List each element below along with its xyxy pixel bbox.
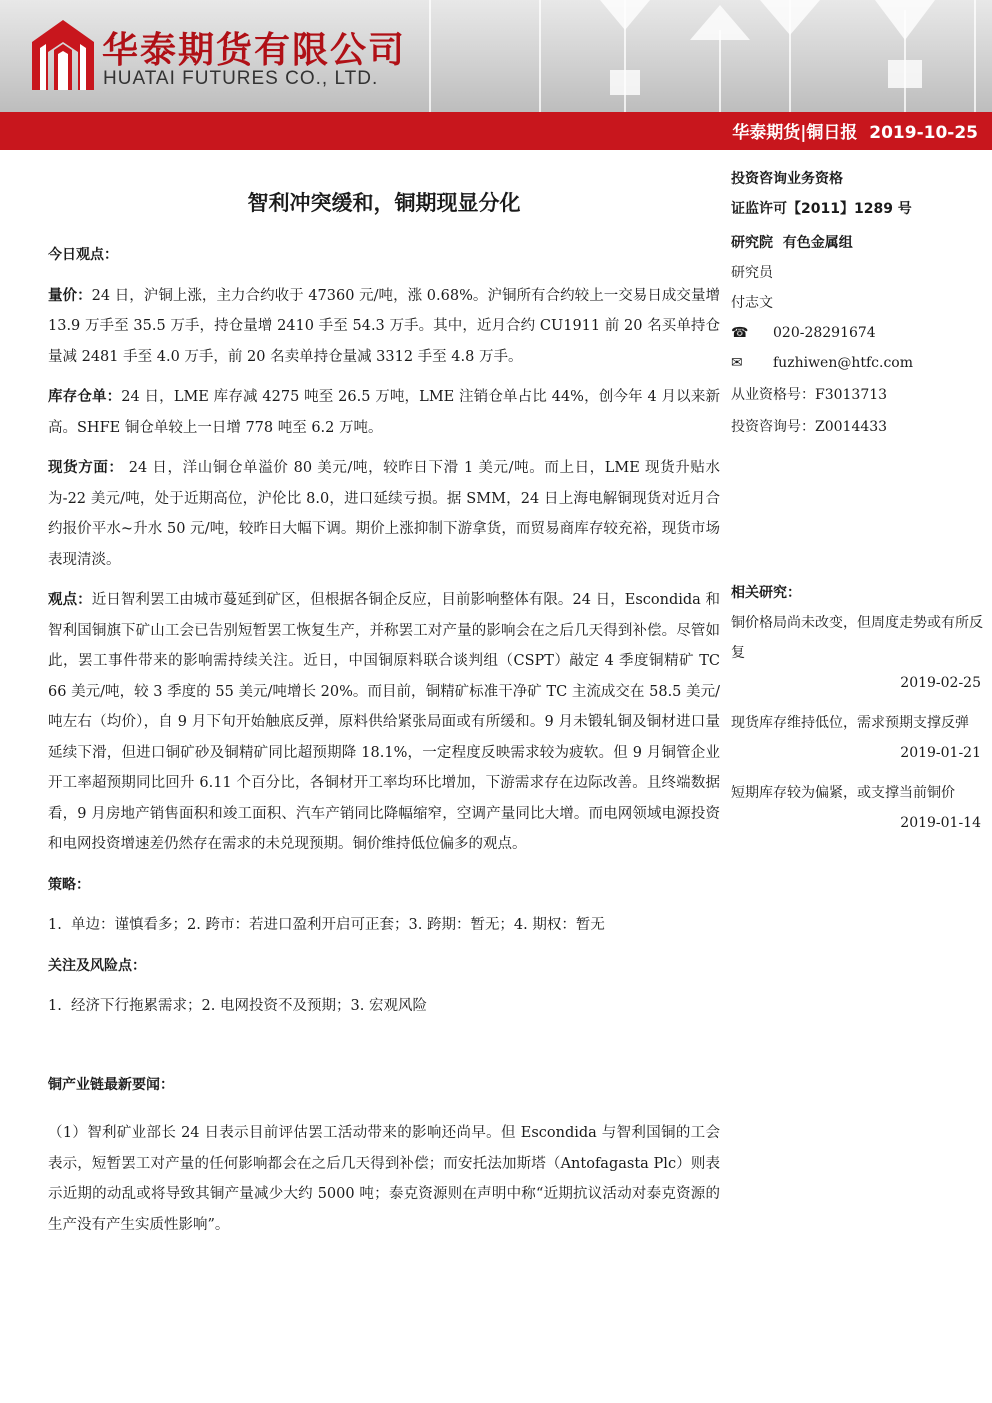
price-label: 量价： xyxy=(48,287,92,304)
stock-paragraph xyxy=(48,382,720,443)
email-address[interactable]: fuzhiwen@htfc.com xyxy=(773,355,914,371)
company-name-cn: 华泰期货有限公司 xyxy=(102,30,407,71)
related-item-title: 短期库存较为偏紧，或支撑当前铜价 xyxy=(731,785,955,801)
related-heading: 相关研究： xyxy=(731,585,801,601)
view-label: 观点： xyxy=(48,592,92,608)
related-item-date: 2019-01-14 xyxy=(900,815,981,831)
news-text: （1）智利矿业部长 24 日表示目前评估罢工活动带来的影响还尚早。但 Escondida 与智利国铜的工会表示，短暂罢工对产量的任何影响都会在之后几天得到补偿；而安托法加斯塔（Antofagasta Plc）则表示近期的动乱或将导致其铜产量减少大约 5000 吨；泰克资源则在声明中称“近期抗议活动对泰克资源的生产没有产生实质性影响”。 xyxy=(48,1125,720,1233)
analyst-name: 付志文 xyxy=(731,295,773,311)
analyst-info xyxy=(731,164,985,442)
email-row xyxy=(731,348,985,378)
strategy-heading: 策略： xyxy=(48,876,90,893)
stock-text: 24 日，LME 库存减 4275 吨至 26.5 万吨，LME 注销仓单占比 44%，创今年 4 月以来新高。SHFE 铜仓单较上一日增 778 吨至 6.2 万吨。 xyxy=(48,389,720,436)
report-title: 智利冲突缓和，铜期现显分化 xyxy=(247,191,521,215)
view-paragraph xyxy=(48,585,720,860)
related-item[interactable] xyxy=(731,778,985,838)
today-view-heading: 今日观点： xyxy=(48,247,118,263)
company-logo xyxy=(32,20,94,90)
related-item[interactable] xyxy=(731,608,985,698)
stock-label: 库存仓单： xyxy=(48,389,122,405)
phone-number: 020-28291674 xyxy=(773,325,876,341)
department: 研究院 有色金属组 xyxy=(731,235,853,251)
related-item-date: 2019-02-25 xyxy=(900,675,981,691)
spot-text: 24 日，洋山铜仓单溢价 80 美元/吨，较昨日下滑 1 美元/吨。而上日，LME 现货升贴水为-22 美元/吨，处于近期高位，沪伦比 8.0，进口延续亏损。据 SMM，24 日上海电解铜现货对近月合约报价平水~升水 50 元/吨，较昨日大幅下调。期价上涨抑制下游拿货，而贸易商库存较充裕，现货市场表现清淡。 xyxy=(48,460,720,568)
phone-icon: ☎ xyxy=(731,325,749,341)
price-text: 24 日，沪铜上涨，主力合约收于 47360 元/吨，涨 0.68%。沪铜所有合约较上一交易日成交量增 13.9 万手至 35.5 万手，持仓量增 2410 手至 54.3 万手。其中，近月合约 CU1911 前 20 名买单持仓量减 2481 手至 4.0 万手，前 20 名卖单持仓量减 3312 手至 4.8 万手。 xyxy=(48,287,720,365)
header-band xyxy=(0,0,992,112)
price-paragraph xyxy=(48,281,720,373)
company-name-en: HUATAI FUTURES CO., LTD. xyxy=(103,68,379,89)
analyst-role: 研究员 xyxy=(731,265,773,281)
risk-heading: 关注及风险点： xyxy=(48,957,146,974)
cert-number: 从业资格号：F3013713 xyxy=(731,387,888,403)
spot-label: 现货方面： xyxy=(48,460,124,476)
news-heading: 铜产业链最新要闻： xyxy=(48,1076,174,1093)
report-tag-bar xyxy=(0,112,992,150)
related-research xyxy=(731,578,985,848)
phone-row xyxy=(731,318,985,348)
related-item-date: 2019-01-21 xyxy=(900,745,981,761)
qualification-line2: 证监许可【2011】1289 号 xyxy=(731,201,912,217)
qualification-line1: 投资咨询业务资格 xyxy=(731,171,843,187)
related-item[interactable] xyxy=(731,708,985,768)
related-item-title: 铜价格局尚未改变，但周度走势或有所反复 xyxy=(731,615,983,661)
risk-text: 1. 经济下行拖累需求；2. 电网投资不及预期；3. 宏观风险 xyxy=(48,998,427,1014)
consult-number: 投资咨询号：Z0014433 xyxy=(731,419,888,435)
strategy-text: 1. 单边：谨慎看多；2. 跨市：若进口盈利开启可正套；3. 跨期：暂无；4. 期权：暂无 xyxy=(48,917,605,933)
view-text: 近日智利罢工由城市蔓延到矿区，但根据各铜企反应，目前影响整体有限。24 日，Escondida 和智利国铜旗下矿山工会已告别短暂罢工恢复生产，并称罢工对产量的影响会在之后几天得到补偿。尽管如此，罢工事件带来的影响需持续关注。近日，中国铜原料联合谈判组（CSPT）敲定 4 季度铜精矿 TC 66 美元/吨，较 3 季度的 55 美元/吨增长 20%。而目前，铜精矿标准干净矿 TC 主流成交在 58.5 美元/吨左右（均价），自 9 月下旬开始触底反弹，原料供给紧张局面或有所缓和。9 月未锻轧铜及铜材进口量延续下滑，但进口铜矿砂及铜精矿同比超预期降 18.1%，一定程度反映需求较为疲软。但 9 月铜管企业开工率超预期同比回升 6.11 个百分比，各铜材开工率均环比增加，下游需求存在边际改善。且终端数据看，9 月房地产销售面积和竣工面积、汽车产销同比降幅缩窄，空调产量同比大增。而电网领域电源投资和电网投资增速差仍然存在需求的未兑现预期。铜价维持低位偏多的观点。 xyxy=(48,592,721,852)
report-tag: 华泰期货|铜日报 2019-10-25 xyxy=(732,123,978,143)
related-item-title: 现货库存维持低位，需求预期支撑反弹 xyxy=(731,715,969,731)
mail-icon: ✉ xyxy=(731,355,743,371)
main-content xyxy=(48,240,720,1240)
spot-paragraph xyxy=(48,453,720,575)
